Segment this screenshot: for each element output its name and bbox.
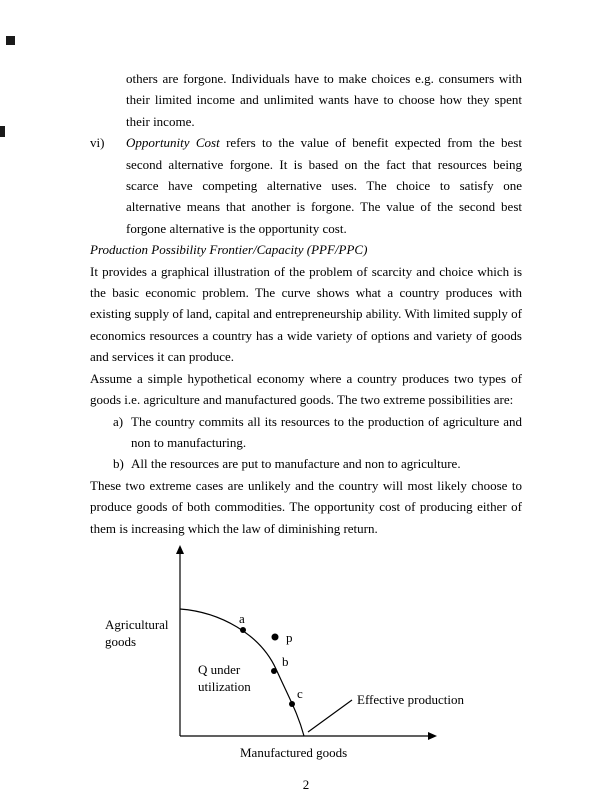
page-number: 2 <box>302 776 310 792</box>
y-axis-arrow <box>176 545 184 554</box>
list-marker-b: b) <box>113 456 124 472</box>
scan-artifact <box>6 36 15 45</box>
y-axis-label-line1: Agricultural <box>105 616 169 632</box>
point-a-dot <box>240 627 246 633</box>
x-axis-arrow <box>428 732 437 740</box>
paragraph-conclusion: These two extreme cases are unlikely and the country will most likely choose to produce goods of both commodities. The opportunity cost of producing either of them is increasing which the law of diminishing return. <box>90 477 522 536</box>
list-marker-vi: vi) <box>90 135 105 151</box>
ppf-figure <box>90 544 522 766</box>
list-marker-a: a) <box>113 413 124 429</box>
list-item-b <box>90 453 522 474</box>
effective-production-label: Effective production <box>357 691 464 707</box>
list-item-a <box>90 411 522 454</box>
paragraph-ppf-2: Assume a simple hypothetical economy where a country produces two types of goods i.e. agriculture and manufactured goods. The two extreme possibilities are: <box>90 370 522 408</box>
x-axis-label: Manufactured goods <box>240 744 348 760</box>
effective-production-line <box>308 700 352 732</box>
heading-ppf: Production Possibility Frontier/Capacity (PPF/PPC) <box>90 242 368 258</box>
point-c-dot <box>289 701 295 707</box>
point-b-label: b <box>282 653 289 669</box>
term-opportunity-cost: Opportunity Cost <box>126 135 220 151</box>
paragraph-intro-continuation: others are forgone. Individuals have to make choices e.g. consumers with their limited income and unlimited wants have to choose how they spent their income. <box>126 71 522 129</box>
scan-artifact <box>0 126 5 137</box>
region-label-line2: utilization <box>198 678 251 694</box>
paragraph-ppf-1: It provides a graphical illustration of the problem of scarcity and choice which is the basic economic problem. The curve shows what a country produces with existing supply of land, capital and entrepreneurship ability. With limited supply of economics resources a country has a wide variety of options and variety of goods and services it can produce. <box>90 263 523 365</box>
list-item-vi-text: refers to the value of benefit expected from the best second alternative forgone. It is based on the fact that resources being scarce have competing alternative uses. The choice to satisfy one alternative means that another is forgone. The value of the second best forgone alternative is the opportunity cost. <box>126 135 522 236</box>
point-p-dot <box>272 633 279 640</box>
list-item-b-text: All the resources are put to manufacture and non to agriculture. <box>131 456 461 472</box>
y-axis-label-line2: goods <box>105 633 137 649</box>
list-item-a-text: The country commits all its resources to the production of agriculture and non to manufacturing. <box>131 413 522 450</box>
list-item-vi <box>90 132 522 239</box>
point-c-label: c <box>297 685 303 701</box>
point-a-label: a <box>239 610 245 626</box>
point-b-dot <box>271 668 277 674</box>
region-label-line1: Q under <box>198 661 241 677</box>
point-p-label: p <box>286 629 293 645</box>
